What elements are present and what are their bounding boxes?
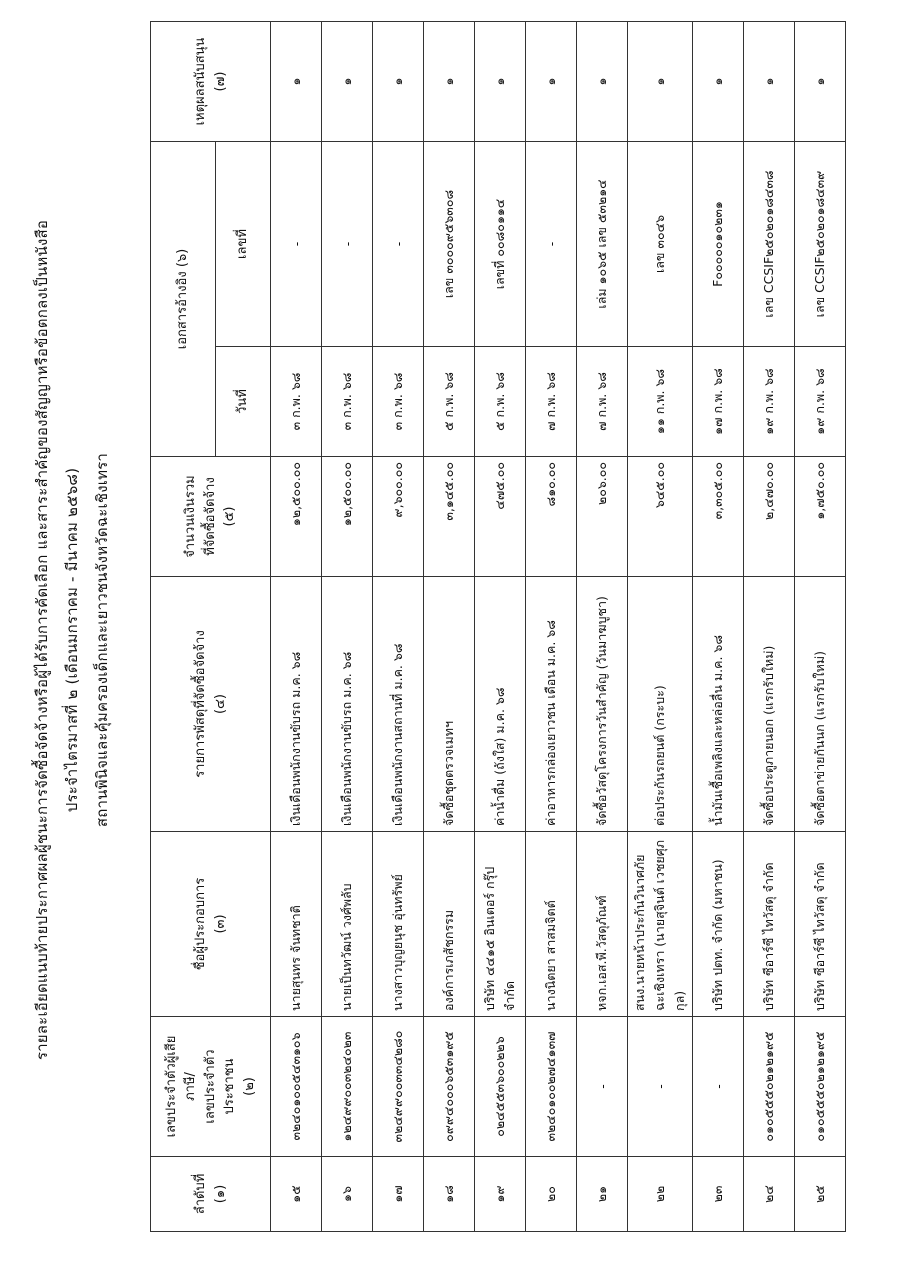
cell-date: ๑๙ ก.พ. ๖๘ <box>795 347 846 457</box>
cell-refno: - <box>526 141 577 346</box>
document-agency: สถานพินิจและคุ้มครองเด็กและเยาวชนจังหวัดฉะเชิงเทรา <box>93 452 111 828</box>
cell-vendor: บริษัท ซีอาร์ซี ไทวัสดุ จำกัด <box>744 832 795 1017</box>
cell-refno: เลข CCSIF๒๕๐๒๐๑๘๔๓๙ <box>795 141 846 346</box>
cell-refno: เล่ม ๑๐๖๕ เลข ๕๓๒๑๔ <box>577 141 628 346</box>
cell-taxid: ๓๒๔๙๙๐๐๓๓๔๒๘๐ <box>373 1017 424 1157</box>
col-header-no: ลำดับที่ (๑) <box>151 1157 271 1232</box>
cell-vendor: หจก.เอส.พี.วัสดุภัณฑ์ <box>577 832 628 1017</box>
cell-reason: ๑ <box>526 21 577 141</box>
cell-date: ๑๑ ก.พ. ๖๘ <box>628 347 693 457</box>
cell-amount: ๖๔๕.๐๐ <box>628 457 693 577</box>
cell-reason: ๑ <box>744 21 795 141</box>
cell-no: ๒๕ <box>795 1157 846 1232</box>
cell-reason: ๑ <box>424 21 475 141</box>
header-row-1 <box>151 21 216 1231</box>
table-row <box>475 21 526 1231</box>
cell-item: จัดซื้อตาข่ายกันนก (แรกรับใหม่) <box>795 577 846 832</box>
cell-refno: - <box>373 141 424 346</box>
col-header-vendor: ชื่อผู้ประกอบการ (๓) <box>151 832 271 1017</box>
col-header-taxid: เลขประจำตัวผู้เสียภาษี/ เลขประจำตัวประชาชน (๒) <box>151 1017 271 1157</box>
table-row <box>744 21 795 1231</box>
cell-taxid: ๐๒๔๕๕๓๖๐๐๒๒๖ <box>475 1017 526 1157</box>
table-row <box>373 21 424 1231</box>
cell-date: ๑๗ ก.พ. ๖๘ <box>693 347 744 457</box>
cell-date: ๓ ก.พ. ๖๘ <box>322 347 373 457</box>
cell-amount: ๙,๖๐๐.๐๐ <box>373 457 424 577</box>
cell-amount: ๔๗๕.๐๐ <box>475 457 526 577</box>
cell-vendor: องค์การเภสัชกรรม <box>424 832 475 1017</box>
table-row <box>271 21 322 1231</box>
cell-no: ๑๖ <box>322 1157 373 1232</box>
cell-date: ๓ ก.พ. ๖๘ <box>373 347 424 457</box>
cell-no: ๑๙ <box>475 1157 526 1232</box>
cell-reason: ๑ <box>475 21 526 141</box>
cell-vendor: บริษัท ซีอาร์ซี ไทวัสดุ จำกัด <box>795 832 846 1017</box>
table-row <box>795 21 846 1231</box>
cell-date: ๕ ก.พ. ๖๘ <box>475 347 526 457</box>
cell-no: ๒๐ <box>526 1157 577 1232</box>
cell-no: ๑๘ <box>424 1157 475 1232</box>
cell-reason: ๑ <box>577 21 628 141</box>
cell-item: ค่าน้ำดื่ม (ถังใส) ม.ค. ๖๘ <box>475 577 526 832</box>
cell-refno: เลข CCSIF๒๕๐๒๐๑๘๔๓๘ <box>744 141 795 346</box>
cell-item: จัดซื้อประตูภายนอก (แรกรับใหม่) <box>744 577 795 832</box>
cell-vendor: บริษัท ๔๔๑๕ อินเตอร์ กรุ๊ป จำกัด <box>475 832 526 1017</box>
cell-taxid: - <box>577 1017 628 1157</box>
table-row <box>693 21 744 1231</box>
cell-item: เงินเดือนพนักงานสถานที่ ม.ค. ๖๘ <box>373 577 424 832</box>
cell-vendor: นายสุนทร จันทชาติ <box>271 832 322 1017</box>
cell-date: ๑๙ ก.พ. ๖๘ <box>744 347 795 457</box>
cell-taxid: ๓๒๔๐๑๐๐๕๔๓๑๐๖ <box>271 1017 322 1157</box>
cell-item: น้ำมันเชื้อเพลิงและหล่อลื่น ม.ค. ๖๘ <box>693 577 744 832</box>
cell-reason: ๑ <box>322 21 373 141</box>
cell-taxid: ๑๒๔๙๙๐๐๓๒๔๐๒๓ <box>322 1017 373 1157</box>
cell-item: เงินเดือนพนักงานขับรถ ม.ค. ๖๘ <box>322 577 373 832</box>
col-header-refno: เลขที่ <box>216 141 271 346</box>
cell-no: ๑๗ <box>373 1157 424 1232</box>
cell-date: ๕ ก.พ. ๖๘ <box>424 347 475 457</box>
cell-reason: ๑ <box>628 21 693 141</box>
cell-refno: เลข ๓๐๐๐๙๕๖๓๐๘ <box>424 141 475 346</box>
cell-no: ๑๕ <box>271 1157 322 1232</box>
cell-vendor: บริษัท ปตท. จำกัด (มหาชน) <box>693 832 744 1017</box>
cell-no: ๒๑ <box>577 1157 628 1232</box>
table-row <box>526 21 577 1231</box>
cell-taxid: - <box>628 1017 693 1157</box>
cell-vendor: นางสาวบุญยนุช อุ่นทรัพย์ <box>373 832 424 1017</box>
cell-refno: F๐๐๐๐๐๑๐๒๓๑ <box>693 141 744 346</box>
cell-no: ๒๔ <box>744 1157 795 1232</box>
cell-taxid: ๓๒๔๐๑๐๐๒๗๔๑๓๗ <box>526 1017 577 1157</box>
cell-vendor: นางนิตยา สาสมจิตต์ <box>526 832 577 1017</box>
cell-amount: ๑,๗๕๐.๐๐ <box>795 457 846 577</box>
col-header-amount: จำนวนเงินรวม ที่จัดซื้อจัดจ้าง (๕) <box>151 457 271 577</box>
col-header-date: วันที่ <box>216 347 271 457</box>
cell-amount: ๑๒,๕๐๐.๐๐ <box>271 457 322 577</box>
cell-date: ๗ ก.พ. ๖๘ <box>577 347 628 457</box>
cell-taxid: ๐๙๙๔๐๐๐๖๕๓๑๙๕ <box>424 1017 475 1157</box>
cell-item: จัดซื้อชุดตรวจเมทฯ <box>424 577 475 832</box>
col-header-reason: เหตุผลสนับสนุน (๗) <box>151 21 271 141</box>
cell-date: ๗ ก.พ. ๖๘ <box>526 347 577 457</box>
cell-amount: ๒๐๖.๐๐ <box>577 457 628 577</box>
cell-taxid: ๐๑๐๕๕๕๐๒๑๒๑๙๕ <box>744 1017 795 1157</box>
cell-taxid: ๐๑๐๕๕๕๐๒๑๒๑๙๕ <box>795 1017 846 1157</box>
table-row <box>628 21 693 1231</box>
cell-reason: ๑ <box>271 21 322 141</box>
table-row <box>424 21 475 1231</box>
cell-date: ๓ ก.พ. ๖๘ <box>271 347 322 457</box>
cell-refno: - <box>271 141 322 346</box>
cell-reason: ๑ <box>373 21 424 141</box>
document-period: ประจำไตรมาสที่ ๒ (เดือนมกราคม - มีนาคม ๒๕๖๘) <box>63 467 81 813</box>
table-row <box>322 21 373 1231</box>
procurement-table <box>150 21 846 1232</box>
cell-item: เงินเดือนพนักงานขับรถ ม.ค. ๖๘ <box>271 577 322 832</box>
cell-amount: ๑๒,๕๐๐.๐๐ <box>322 457 373 577</box>
cell-taxid: - <box>693 1017 744 1157</box>
cell-item: ต่อประกันรถยนต์ (กระบะ) <box>628 577 693 832</box>
cell-vendor: สนง.นายหน้าประกันวินาศภัย ฉะเชิงเทรา (นายสุจินต์ เวชยศุภกุล) <box>628 832 693 1017</box>
table-row <box>577 21 628 1231</box>
cell-item: จัดซื้อวัสดุโครงการวันสำคัญ (วันมาฆบูชา) <box>577 577 628 832</box>
cell-no: ๒๒ <box>628 1157 693 1232</box>
cell-refno: - <box>322 141 373 346</box>
col-header-ref: เอกสารอ้างอิง (๖) <box>151 141 216 456</box>
cell-amount: ๒,๔๗๐.๐๐ <box>744 457 795 577</box>
cell-refno: เลข ๓๐๔๖ <box>628 141 693 346</box>
cell-reason: ๑ <box>795 21 846 141</box>
cell-amount: ๘๑๐.๐๐ <box>526 457 577 577</box>
cell-no: ๒๓ <box>693 1157 744 1232</box>
cell-reason: ๑ <box>693 21 744 141</box>
document-title: รายละเอียดแนบท้ายประกาศผลผู้ชนะการจัดซื้อจัดจ้างหรือผู้ได้รับการคัดเลือก และสาระสำคัญของสัญญาหรือข้อตกลงเป็นหนังสือ <box>33 219 51 1061</box>
cell-refno: เลขที่ ๐๐๘๐๑๑๔ <box>475 141 526 346</box>
cell-amount: ๓,๑๔๕.๐๐ <box>424 457 475 577</box>
col-header-item: รายการพัสดุที่จัดซื้อจัดจ้าง (๔) <box>151 577 271 832</box>
cell-amount: ๓,๓๐๕.๐๐ <box>693 457 744 577</box>
cell-vendor: นายเป็นทวัฒน์ วงศ์พลับ <box>322 832 373 1017</box>
cell-item: ค่าอาหารกล่องเยาวชน เดือน ม.ค. ๖๘ <box>526 577 577 832</box>
